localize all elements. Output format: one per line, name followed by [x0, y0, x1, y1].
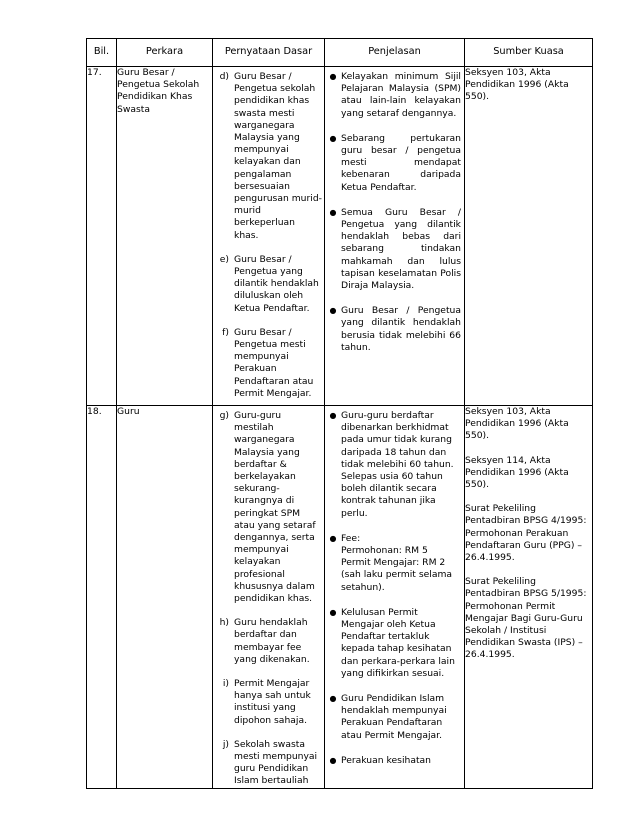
bullet-icon: ●	[329, 133, 337, 143]
list-item: ● Guru Pendidikan Islam hendaklah mempunyai Perakuan Pendaftaran atau Permit Mengajar.	[325, 693, 464, 742]
row-perkara: Guru Besar / Pengetua Sekolah Pendidikan Khas Swasta	[117, 67, 213, 406]
policy-table	[86, 38, 593, 789]
row-number: 17.	[87, 67, 117, 406]
header-penjelasan: Penjelasan	[325, 39, 465, 67]
bullet-icon: ●	[329, 533, 337, 543]
bullet-icon: ●	[329, 72, 337, 81]
bullet-icon: ●	[329, 755, 337, 765]
list-item: ● Guru-guru berdaftar dibenarkan berkhidmat pada umur tidak kurang daripada 18 tahun dan tidak melebihi 60 tahun. Selepas usia 60 tahun boleh dilantik secara kontrak tahunan jika perlu.	[325, 410, 464, 520]
table-row	[87, 406, 593, 789]
header-row	[87, 39, 593, 67]
statement-item: i) Permit Mengajar hanya sah untuk institusi yang dipohon sahaja.	[222, 678, 311, 726]
statement-item: e) Guru Besar / Pengetua yang dilantik hendaklah diluluskan oleh Ketua Pendaftar.	[219, 253, 319, 314]
header-bil: Bil.	[87, 39, 117, 67]
row-number: 18.	[87, 406, 117, 789]
list-item: ● Kelayakan minimum Sijil Pelajaran Malaysia (SPM) atau lain-lain kelayakan yang setaraf dengannya.	[325, 71, 464, 120]
row-penjelasan	[325, 406, 465, 789]
row-sumber: Seksyen 103, Akta Pendidikan 1996 (Akta 550). Seksyen 114, Akta Pendidikan 1996 (Akta 550). Surat Pekeliling Pentadbiran BPSG 4/1995: Permohonan Perakuan Pendaftaran Guru (PPG) – 26.4.1995. Surat Pekeliling Pentadbiran BPSG 5/1995: Permohonan Permit Mengajar Bagi Guru-Guru Sekolah / Institusi Pendidikan Swasta (IPS) – 26.4.1995.	[465, 406, 593, 789]
list-item: ● Perakuan kesihatan	[325, 755, 464, 767]
statement-item: d) Guru Besar / Pengetua sekolah pendidikan khas swasta mesti warganegara Malaysia yang mempunyai kelayakan dan pengalaman bersesuaian pengurusan murid-murid berkeperluan khas.	[219, 71, 322, 241]
table-row	[87, 67, 593, 406]
bullet-icon: ●	[329, 306, 337, 316]
header-perkara: Perkara	[117, 39, 213, 67]
list-item: ● Kelulusan Permit Mengajar oleh Ketua Pendaftar tertakluk kepada tahap kesihatan dan perkara-perkara lain yang difikirkan sesuai.	[325, 607, 464, 680]
bullet-icon: ●	[329, 607, 337, 617]
statement-item: j) Sekolah swasta mesti mempunyai guru Pendidikan Islam bertauliah	[222, 738, 318, 787]
list-item: ● Guru Besar / Pengetua yang dilantik hendaklah berusia tidak melebihi 66 tahun.	[325, 305, 464, 354]
statement-item: h) Guru hendaklah berdaftar dan membayar fee yang dikenakan.	[219, 617, 310, 665]
header-pernyataan: Pernyataan Dasar	[213, 39, 325, 67]
bullet-icon: ●	[329, 207, 337, 217]
row-pernyataan	[213, 406, 325, 789]
list-item: ● Fee: Permohonan: RM 5 Permit Mengajar: RM 2 (sah laku permit selama setahun).	[325, 533, 464, 594]
list-item: ● Sebarang pertukaran guru besar / pengetua mesti mendapat kebenaran daripada Ketua Pendaftar.	[325, 133, 464, 194]
row-sumber: Seksyen 103, Akta Pendidikan 1996 (Akta 550).	[465, 67, 593, 406]
header-sumber: Sumber Kuasa	[465, 39, 593, 67]
row-perkara: Guru	[117, 406, 213, 789]
statement-item: f) Guru Besar / Pengetua mesti mempunyai Perakuan Pendaftaran atau Permit Mengajar.	[222, 326, 314, 399]
statement-item: g) Guru-guru mestilah warganegara Malaysia yang berdaftar & berkelayakan sekurang-kurangnya di peringkat SPM atau yang setaraf dengannya, serta mempunyai kelayakan profesional khususnya dalam pendidikan khas.	[219, 410, 316, 605]
row-penjelasan	[325, 67, 465, 406]
bullet-icon: ●	[329, 694, 337, 704]
row-pernyataan	[213, 67, 325, 406]
list-item: ● Semua Guru Besar / Pengetua yang dilantik hendaklah bebas dari sebarang tindakan mahkamah dan lulus tapisan keselamatan Polis Diraja Malaysia.	[325, 207, 464, 292]
bullet-icon: ●	[329, 411, 337, 420]
